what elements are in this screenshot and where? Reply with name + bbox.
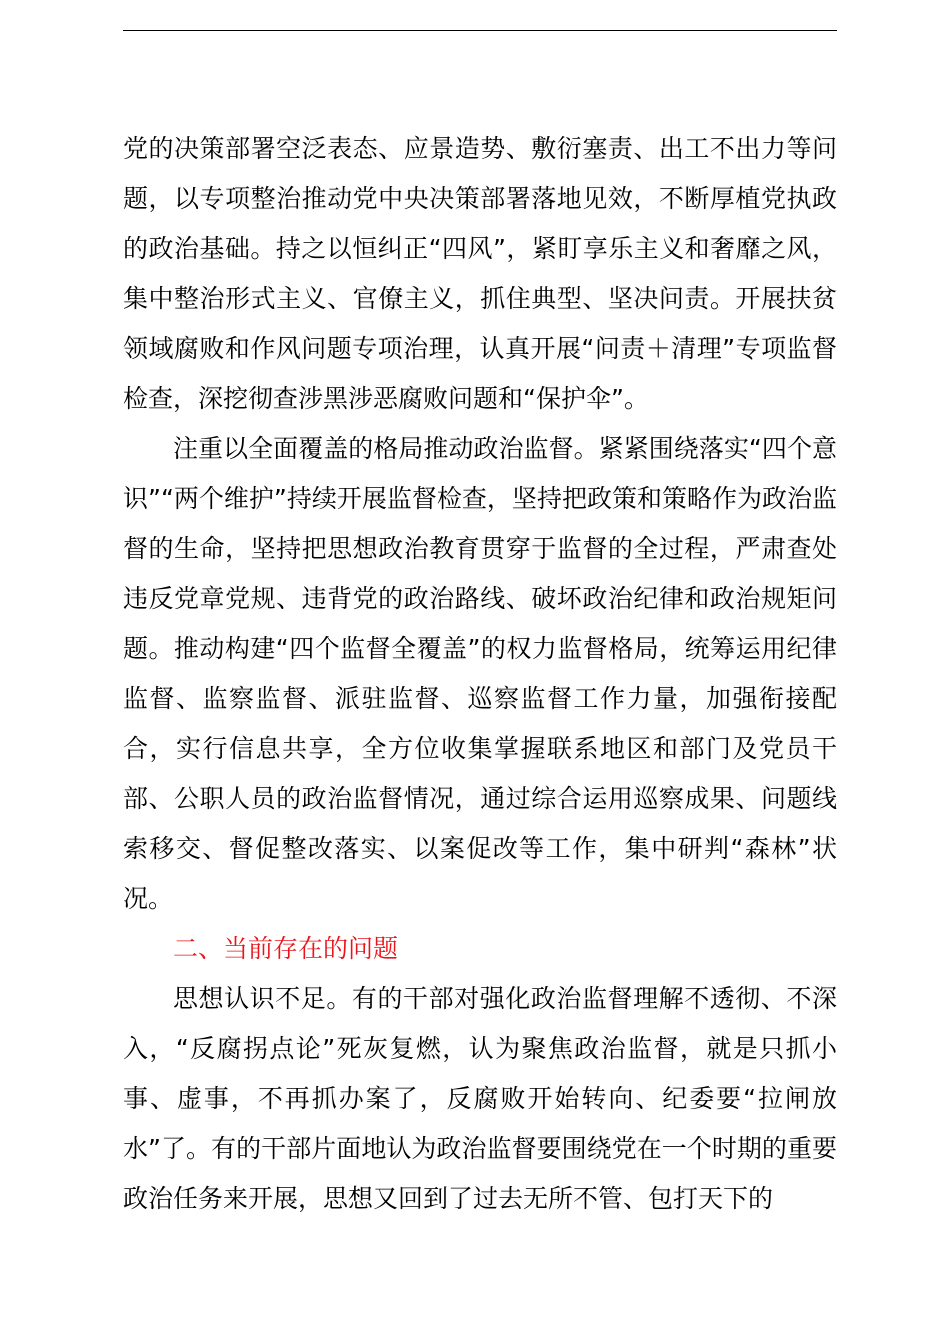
paragraph-1: 党的决策部署空泛表态、应景造势、敷衍塞责、出工不出力等问题，以专项整治推动党中央决策部署落地见效，不断厚植党执政的政治基础。持之以恒纠正“四风”，紧盯享乐主义和奢靡之风，集中整治形式主义、官僚主义，抓住典型、坚决问责。开展扶贫领域腐败和作风问题专项治理，认真开展“问责＋清理”专项监督检查，深挖彻查涉黑涉恶腐败问题和“保护伞”。 [123,134,837,413]
header-rule [123,30,837,31]
paragraph-3: 思想认识不足。有的干部对强化政治监督理解不透彻、不深入，“反腐拐点论”死灰复燃，认为聚焦政治监督，就是只抓小事、虚事，不再抓办案了，反腐败开始转向、纪委要“拉闸放水”了。有的干部片面地认为政治监督要围绕党在一个时期的重要政治任务来开展，思想又回到了过去无所不管、包打天下的 [123,984,837,1213]
document-body [123,124,837,1224]
section-heading: 二、当前存在的问题 [173,934,399,963]
paragraph-2: 注重以全面覆盖的格局推动政治监督。紧紧围绕落实“四个意识”“两个维护”持续开展监督检查，坚持把政策和策略作为政治监督的生命，坚持把思想政治教育贯穿于监督的全过程，严肃查处违反党章党规、违背党的政治路线、破坏政治纪律和政治规矩问题。推动构建“四个监督全覆盖”的权力监督格局，统筹运用纪律监督、监察监督、派驻监督、巡察监督工作力量，加强衔接配合，实行信息共享，全方位收集掌握联系地区和部门及党员干部、公职人员的政治监督情况，通过综合运用巡察成果、问题线索移交、督促整改落实、以案促改等工作，集中研判“森林”状况。 [123,434,837,913]
